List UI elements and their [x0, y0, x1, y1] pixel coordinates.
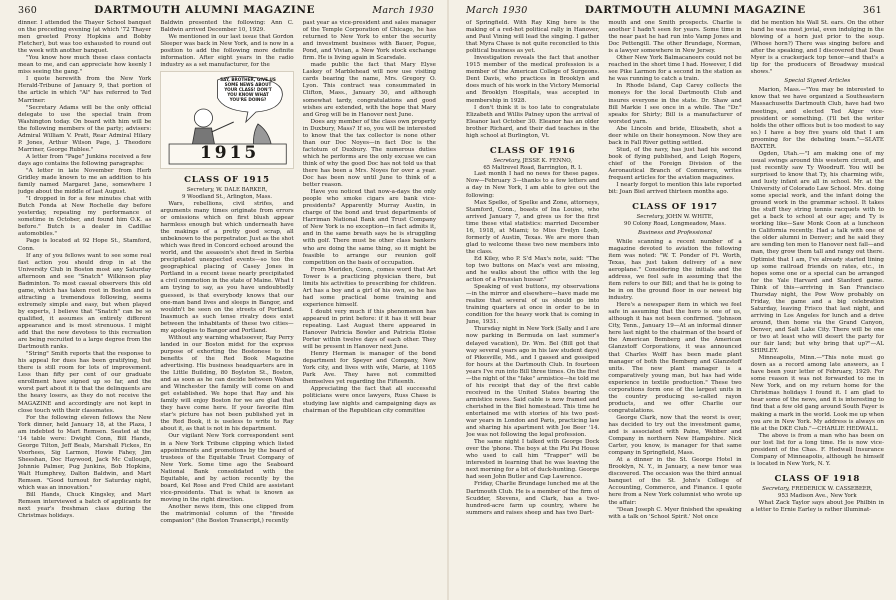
- secretary-name: JOHN W. WHITE,: [666, 214, 714, 221]
- paragraph: Without any warning whatsoever, Ray Perry landed in our Boston midst for the express purpose of exhorting the Bostonese to the benefits of the Red Book Magazine advertising. His business headquarters are in the Little Building, 80 Boylston St., Boston, and as soon as he can decide between Waban and Winchester the family will come on and get established. We hope that Ray and his family will enjoy Boston for we are glad that they have come here. If your favorite film star's picture has not been published yet in the Red Book, it is useless to write to Ray about it, as that is not in his department.: [160, 334, 294, 433]
- paragraph: Investigation reveals the fact that another 1915 member of the medical profession is a member of the American College of Surgeons. Dent Davis, who practices in Brooklyn and does much of his work in the Victory Memorial and Brooklyn Hospitals, was accepted in membership in 1928.: [466, 55, 600, 104]
- right-col-2: [608, 20, 741, 598]
- paragraph: A letter from "Page" Junkins received a few days ago contains the following paragraphs:: [18, 153, 152, 167]
- paragraph: Speaking of vest buttons, my observations—in the mirror and elsewhere—have made me realize that several of us should go into training quarters at once in order to be in condition for the heavy work that is coming in June, 1931.: [466, 284, 600, 326]
- right-col-3: [751, 20, 884, 598]
- paragraph: "String" Smith reports that the response to his appeal for dues has been gratifying, but there is still room for lots of improvement. Less than fifty per cent of our graduate enrollment have signed up so far, and the worst part about it is that the delinquents are the heavy losers, as they do not receive the MAGAZINE and accordingly are not kept in close touch with their classmates.: [18, 351, 152, 414]
- secretary-name: JESSE K. FENNO,: [522, 157, 573, 164]
- paragraph: If any of you fellows want to see some real fast action you should drop in at the University Club in Boston most any Saturday afternoon and see "Snatch" Wilkinson play Badminton. To most casual observers this old game, which has taken root in Boston and is attracting a tremendous following, seems extremely simple and easy, but when played by experts, I believe that "Snatch" can be so qualified, it assumes an entirely different appearance and is most strenuous. I might add that the new devotees to this recreation are being recruited to a large degree from the Dartmouth ranks.: [18, 252, 152, 351]
- paragraph: "Secretary Adams will be the only official delegate to use the special train from Washington today. On board with him will be the following members of the party; advisers: Admiral William V. Pratt, Rear Admiral Hilary P. Jones, Arthur Wilson Page, J. Theodore Marriner, George Rublee.": [18, 104, 152, 153]
- paragraph: In Rhode Island, Cap Carey collects the moneys for the local Dartmouth Club and insures everyone in the state. Dr. Shaw and Bill Markie I see once in a while. The "Dr." speaks for Shirty; Bill is a manufacturer of worsted yarn.: [608, 83, 742, 125]
- class-1916-title: CLASS OF 1916: [489, 145, 576, 156]
- paragraph: Last month I had no news for these pages. Now—February 3—thanks to a few letters and a day in New York, I am able to give out the following:: [466, 171, 600, 199]
- issue-date: March 1930: [466, 5, 528, 16]
- paragraph: The same night I talked with George Dock over the 'phone. The boys at the Phi Psi House who used to call him "Trapper" will be interested in learning that he was leaving the next morning for a bit of duck-hunting. George had seen John Butler and Cap Lawrence.: [466, 439, 600, 481]
- paragraph: Marion, Mass.—"You may be interested to know that we have organized a Southeastern Massachusetts Dartmouth Club, have had two meetings, and elected Ted Alger vice-president or something. (I'll bet the writer holds the other offices but is too modest to say so.) I have a boy five years old that I am grooming for the debating team."—SLATE BAXTER.: [750, 87, 884, 150]
- paragraph: "A letter in late November from Herb Gridley made known to me an addition to his family named Margaret Jane, somewhere I judge about the middle of last August.: [18, 167, 152, 196]
- paragraph: Does any member of the class own property in Duxbury, Mass? If so, you will be interested to know that the tax collector is none other than our Doc Noyes—in fact Doc is the factotum of Duxbury. The numerous duties which he performs are the only excuse we can think of why the good Doc has not told us that there has been a Mrs. Noyes for over a year. Doc has been now until June to think of a better reason.: [302, 118, 436, 189]
- right-page: [448, 0, 896, 600]
- class-1915-title: CLASS OF 1915: [184, 175, 270, 186]
- paragraph: Thursday night in New York (Sally and I are now parking in Bermuda on last summer's delayed vacation), Dr. Wm. Bel (Bill got that way several years ago in his law student days) of Pikesville, Md., and I gassed and gossiped for hours at the Dartmouth Club. In fourteen years I've run into Bill three times. On the first—the night of the "fake" armistice—he told me of his receipt that day of the first cable received in the United States bearing the armistice news. Said cable is now framed and cherished in the Biel homestead. This time he entertained me with stories of his two post-war years in London and Paris, practicing law and sharing his apartment with Joe Beer '14. Joe was not following the legal profession.: [466, 326, 600, 439]
- paragraph: made public the fact that Mary Elyse Laskey of Marblehead will now use visiting cards bearing the name, Mrs. Gregory O. Lyon. This contract was consummated in Clifton, Mass., January 30, and although somewhat tardy, congratulations and good wishes are extended, with the hope that Mary and Greg will be in Hanover next June.: [302, 62, 436, 118]
- paragraph: Ogden, Utah.—"I am making one of my usual swings around this western circuit, and just recently saw Ty Woodruff. You will be surprised to know that Ty, his charming wife, and lusty infant are all in school. Mr. at the University of Colorado Law School. Mrs. doing some special work, and the infant doing the ground work in the grammar school. It takes the stuff they string tennis racquets with to get a back to school at our age; and Ty is working like—Saw Monk Coon at a luncheon in California recently. Had a talk with one of the older alumni in Denver; and he said they are sending ten men to Hanover next fall—and man, they grow them tall and rangy out there. Optimist that I am, I've already started lining up some railroad friends on rates, etc., in hopes some one or a special can be arranged for the Yale Harvard and Stanford game. Think of this—arriving in San Francisco Thursday night, the Pow Wow probably on Friday, the game and a big celebration Saturday, leaving Frisco that last night, and arriving in Los Angeles for lunch and a drive around, then home via the Grand Canyon, Denver, and Salt Lake City. There will be one or two at least who will desert the party for our fair land; but why bring that up?"—AL SHIRLEY.: [750, 150, 884, 355]
- paragraph: Bill Hands, Chuck Kingsley, and Mart Remsen interviewed a batch of applicants for next year's freshman class during the Christmas holidays.: [18, 492, 152, 520]
- special-articles-subhead: Special Signed Articles: [784, 78, 851, 85]
- paragraph: dinner. I attended the Thayer School banquet on the preceding evening (at which '72 Thayer men greeted Proxy Hopkins and Bobby Fletcher), but was too exhausted to round out the week with another banquet.: [18, 20, 152, 55]
- class-1916-address: 65 Maltrevel Road, Barrington, R. I.: [483, 164, 582, 171]
- left-columns: [18, 20, 436, 598]
- page-number: 361: [862, 5, 882, 16]
- paragraph: Have you noticed that now-a-days the only people who smoke cigars are bank vice-presidents? Apparently Murray Austin, in charge of the bond and trust departments of Harriman National Bank and Trust Company of New York is no exception—in fact admits it, and in the same breath says he is struggling with golf. There must be other class bankers who are doing the same thing, so it might be feasible to arrange our reunion golf competition on the basis of occupation.: [302, 189, 436, 266]
- class-1917-address: 90 Colony Road, Longmeadow, Mass.: [624, 220, 726, 227]
- class-1917-title: CLASS OF 1917: [632, 202, 718, 213]
- magazine-title: DARTMOUTH ALUMNI MAGAZINE: [94, 4, 316, 16]
- left-col-1: [18, 20, 151, 598]
- paragraph: "I dropped in for a few minutes chat with Butch Fonda at New Rochelle day before yesterday, repeating my performance of sometime in October, and found him O.K. as before." Butch is a dealer in Cadillac automobiles.": [18, 196, 152, 238]
- paragraph: Friday, Charlie Brundage lunched me at the Dartmouth Club. He is a member of the firm of Scudder, Stevens, and Clark, has a two-hundred-acre farm up country, where he summers and raises sheep and has two Dart-: [466, 481, 600, 516]
- paragraph: For the following eleven fellows the New York dinner, held January 18, at the Plaza, I am indebted to Mart Remsen. Seated at the '14 table were: Dwight Conn, Bill Hands, George Tilton, Jeff Beals, Marshall Fickes, En Voorhees, Sig Larmon, Howie Fahey, Jim Sheeshan, Doc Haywood, Jack Mc Cullough, Johnnie Palmer, Pug Junkins, Bob Hopkins, Walt Humphrey, Dalton Baldwin, and Mart Remsen. "Good turnout for Saturday night, which was an innovation.": [18, 414, 152, 492]
- paragraph: Another news item, this one clipped from the matrimonial column of the "fireside companion" (the Boston Transcript,) recently: [160, 503, 294, 525]
- paragraph: George Clark, now that the worst is over, has decided to try out the investment game, and is associated with Paine, Webber and Company in northern New Hampshire. Nick Carter, you know, is manager for that same company in Springfield, Mass.: [608, 414, 742, 457]
- magazine-title: DARTMOUTH ALUMNI MAGAZINE: [584, 4, 806, 16]
- paragraph: Stud, of the navy, has just had his second book of flying published, and Leigh Rogers, chief of the Foreign Division of the Aeronautical Branch of Commerce, writes frequent articles for the aviation magazines.: [608, 146, 742, 182]
- paragraph: What Zack Taylor says about Joe Philbin in a letter to Ernie Earley is rather illuminat-: [750, 499, 884, 513]
- paragraph: I nearly forgot to mention this late reported bit: Joan Biel arrived thirteen months ago.: [608, 182, 742, 196]
- paragraph: of Springfield. With Ray King here is the making of a red-hot political rally in Hanover, and Paul Vining will lead the singing. I gather that Myra Chase is not quite reconciled to this political business as yet.: [466, 20, 600, 55]
- right-col-1: [466, 20, 599, 598]
- paragraph: Appreciating the fact that all successful politicians were once lawyers, Russ Chase is studying law nights and campaigning days as chairman of the Republican city committee: [302, 386, 436, 414]
- paragraph: Minneapolis, Minn.—"This note must go down as a record among late answers, as I have been your letter of February, 1929. For some reason it was not forwarded to me in New York, and on my return home for the Christmas holidays I found it. I am glad to hear some of the news, and it is interesting to find that a few old gang around South Fayer is making a mark in the world. Look me up when you are in New York. My address is always on file at the DKE Club."—CHARLIE HEDWALL.: [750, 355, 884, 432]
- class-1917-secretary: [608, 214, 741, 221]
- secretary-label: Secretary,: [493, 157, 521, 164]
- right-columns: [466, 20, 884, 598]
- secretary-label: Secretary,: [186, 187, 215, 194]
- paragraph: Max Spelke, of Spelke and Zone, attorneys, Stamford, Conn., boasts of Ina Louise, who arrived January 7, and gives us for the first time these vital statistics: married December 16, 1918, at Miami; to Miss Evelyn Loeb, formerly of Austin, Texas. We are more than glad to welcome these two new members into the class.: [466, 199, 600, 255]
- paragraph: I don't think it is too late to congratulate Elizabeth and Willis Patney upon the arrival of Eleanor last October 30. Eleanor has an older brother Richard, and their dad teaches in the high school at Burlington, Vt.: [466, 104, 600, 139]
- cartoon-balloon-text: SAY, BROTHER, GIVE US SOME NEWS ABOUT YOUR CLASS! DON'T YOU KNOW WHAT YOU'RE DOING?: [220, 77, 276, 103]
- secretary-label: Secretary,: [762, 485, 790, 492]
- class-1918-secretary: [751, 486, 884, 493]
- paragraph: past year as vice-president and sales manager of the Temple Corporation of Chicago, he has returned to New York to enter the security and investment business with Bauer, Pogue, Pond, and Vivian, a New York stock exchange firm. He is living again in Scarsdale.: [302, 20, 436, 62]
- paragraph: Baldwin presented the following: Ann C. Baldwin arrived December 10, 1929.: [160, 20, 294, 34]
- paragraph: Other New York Balmacaneers could not be reached in the short time I had. However, I did see Pike Larmon for a second in the station as he was running to catch a train.: [608, 55, 742, 83]
- class-1918-address: 953 Madison Ave., New York: [778, 492, 857, 499]
- secretary-name: FREDERICK W. CASSEBEER,: [791, 485, 873, 492]
- paragraph: We mentioned in our last issue that Gordon Sleeper was back in New York, and is now in a position to add the following more definite information. After eight years in the radio industry as a set manufacturer, for the: [160, 34, 294, 69]
- paragraph: did he mention his Wall St. ears. On the other hand he was most jovial, even indulging in the blowing of a horn just prior to the soup. (Whose horn?) There was singing before and after the speaking, and I discovered that Dean Myer is a crackerjack top tenor—and that's a tip for the producers of Broadway musical shows.": [750, 20, 884, 76]
- page-number: 360: [18, 5, 38, 16]
- paragraph: The above is from a man who has been on our lost list for a long time. He is now vice-president of the Chas. F. Hedwall Insurance Company of Minneapolis, although he himself is located in New York, N. Y.: [750, 432, 884, 467]
- class-1917-subhead: Business and Professional: [638, 229, 712, 236]
- cartoon-year: 1915: [199, 143, 260, 164]
- paragraph: Our vigilant New York correspondent sent in a New York Tribune clipping which listed appointments and promotions by the board of trustees of the Equitable Trust Company of New York. Some time ago the Seaboard National Bank consolidated with the Equitable, and by action recently by the board, Kel Rose and Fred Child are assistant vice-presidents. That is what is known as moving in the right direction.: [160, 433, 294, 503]
- secretary-name: W. DALE BARKER,: [216, 187, 268, 194]
- class-1918-title: CLASS OF 1918: [774, 473, 861, 484]
- paragraph: Here's a newspaper item in which we feel safe in assuming that the hero is one of us, although it has not been confirmed. "Johnson City, Tenn., January 19—At an informal dinner here last night to the chairman of the board of the American Bemberg and the American Glanzstoff Corporations, it was announced that Charles Wolff has been made plant manager of both the Bemberg and Glanzstoff units. The new plant manager is a comparatively young man, but has had wide experience in textile production." These two corporations form one of the largest units in the country producing so-called rayon products, and we offer Charlie our congratulations.: [608, 302, 742, 414]
- class-1915-cartoon: [160, 71, 293, 169]
- paragraph: I doubt very much if this phenomenon has appeared in print before: if it has it will bear repeating. Last August there appeared in Hanover Patricia Bowler and Patricia Eloise Porter within twelve days of each other. They will be present in Hanover next June.: [302, 308, 436, 351]
- left-col-3: [303, 20, 436, 598]
- paragraph: Wars, rebellions, civil strifes, and arguments many times originate from errors or omissions which on first blush appear harmless enough but which underneath have the makings of a pretty good scrap, all unbeknown to the perpetrator. Just as the shot which was fired in Concord echoed around the world, and the assassin's shot fired in Serbia precipitated unexpected events—so too the geographical placing of Casey Jones in Portland in a recent issue nearly precipitated a civil commotion in the state of Maine. What I am trying to say, as you have undoubtedly guessed, is that everybody knows that our one-man band lives and sleeps in Bangor, and wouldn't be seen on the streets of Portland. Inasmuch as such tense rivalry does exist between the inhabitants of these two cities—my apologies to Bangor and Portland.: [160, 200, 294, 334]
- class-1916-secretary: [466, 158, 599, 165]
- paragraph: Page is located at 92 Hope St., Stamford, Conn.: [18, 238, 152, 252]
- paragraph: At a dinner in the St. George Hotel in Brooklyn, N. Y., in January, a new tenor was discovered. The occasion was the third annual banquet of the St. John's College of Accounting, Commerce, and Finance. I quote here from a New York columnist who wrote up the affair:: [608, 457, 742, 506]
- paragraph: "You know how much these class contacts mean to me, and can appreciate how keenly I miss seeing the gang.": [18, 55, 152, 76]
- paragraph: While scanning a recent number of a magazine devoted to aviation the following item was noted: "W. T. Ponder of Ft. Worth, Texas, has just taken delivery of a new aeroplane." Considering the initials and the address, we feel safe in assuming that the item refers to our Bill; and that he is going to be in on the ground floor in our newest big industry.: [608, 238, 742, 302]
- class-1915-address: 9 Woodland St., Arlington, Mass.: [182, 194, 272, 201]
- paragraph: From Meriden, Conn., comes word that Art Tower is a practicing physician there, but limits his activities to prescribing for children. Art has a boy and a girl of his own, so he has had some practical home training and experience himself.: [302, 266, 436, 308]
- class-1915-secretary: [160, 187, 293, 194]
- issue-date: March 1930: [372, 5, 434, 16]
- paragraph: Henry Herman is manager of the bond department for Speyer and Company, New York city, and lives with wife, Marie, at 1165 Park Ave. They have not committed themselves yet regarding the Fifteenth.: [302, 351, 436, 386]
- paragraph: I quote herewith from the New York Herald-Tribune of January 9, that portion of the article in which "Al" has referred to Ted Marriner:: [18, 76, 152, 104]
- left-col-2: [160, 20, 293, 598]
- paragraph: "Dean Joseph C. Myer finished the speaking with a talk on 'School Spirit.' Not once: [608, 506, 742, 520]
- secretary-label: Secretary,: [636, 214, 665, 221]
- paragraph: mouth and one Smith prospects. Charlie is another I hadn't seen for years. Some time in the near past he had run into Vamp Jones and Doc Pettengill. The other Brundage, Norman, is a lawyer somewhere in New Jersey.: [608, 20, 742, 55]
- paragraph: Ed Kiley, who P. S'd Max's note, said: "The top two buttons on Max's vest are missing, and he walks about the office with the leg action of a Prussian hussar.": [466, 255, 600, 284]
- paragraph: Abe Lincoln and bride, Elizabeth, shot a deer while on their honeymoon. Now they are back in Fall River getting settled.: [608, 125, 742, 146]
